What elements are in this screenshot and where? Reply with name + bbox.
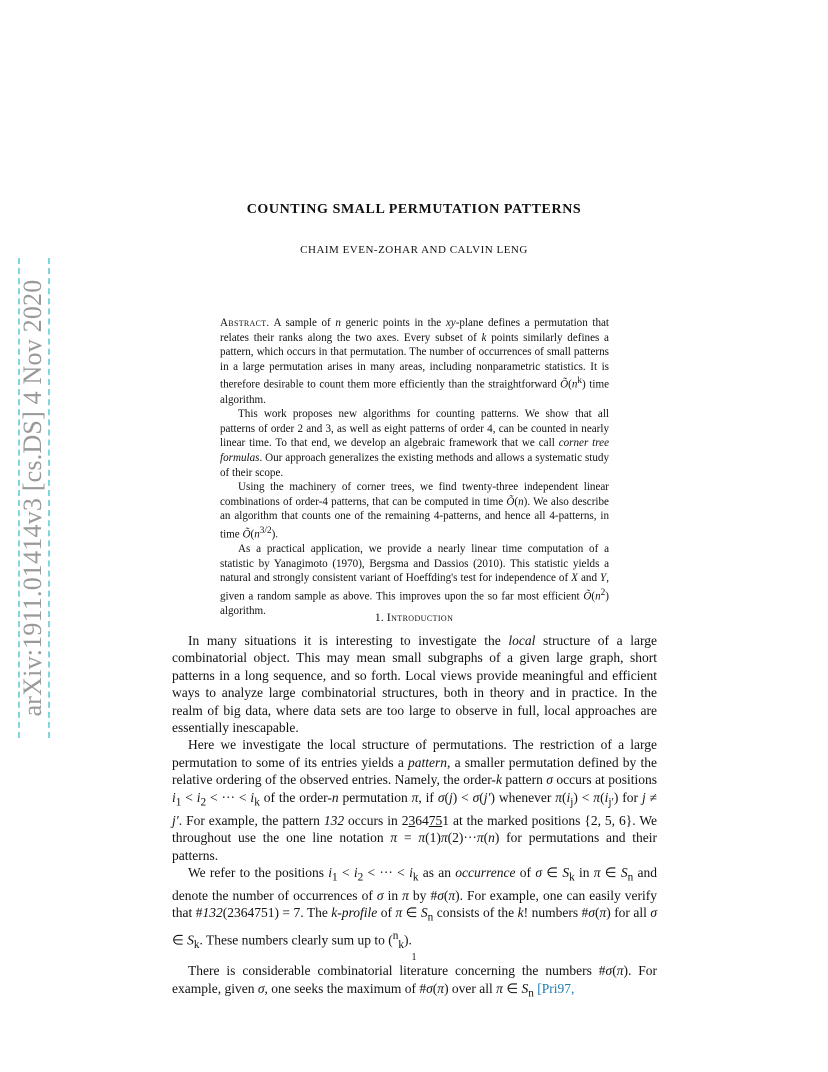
body-text bbox=[172, 632, 657, 1003]
paper-authors: CHAIM EVEN-ZOHAR AND CALVIN LENG bbox=[300, 244, 528, 256]
arxiv-stamp-text: arXiv:1911.01414v3 [cs.DS] 4 Nov 2020 bbox=[18, 279, 47, 717]
section-number: 1. bbox=[374, 610, 384, 624]
abstract-paragraph-2: This work proposes new algorithms for counting patterns. We show that all patterns of order 2 and 3, as well as eight patterns of order 4, can be counted in nearly linear time. To that end, we develop an algebraic framework that we call corner tree formulas. Our approach generalizes the existing methods and allows a systematic study of their scope. bbox=[220, 408, 610, 479]
abstract bbox=[220, 316, 609, 619]
section-heading bbox=[0, 610, 828, 625]
citation-link[interactable]: [Pri97, bbox=[537, 980, 575, 996]
section-title: Introduction bbox=[386, 610, 454, 624]
body-paragraph-3: We refer to the positions $i_1 < i_2$ < ··· < $i_k$ as an occurrence of σ ∈ $S_k$ in π ∈ $S_n$ and denote the number of occurrences of σ in π by #σ(π). For example, one can easily verify that #132(2364751) = 7. The k-profile of π ∈ $S_n$ consists of the k! numbers #σ(π) for all σ ∈ $S_k$. These numbers clearly sum up to ($^n_k$). bbox=[172, 864, 658, 951]
abstract-paragraph-1: Abstract. A sample of n generic points in the xy-plane defines a permutation that relates their ranks along the two axes. Every subset of k points similarly defines a pattern, which occurs in that permutation. The number of occurrences of small patterns in a large permutation arises in many areas, including nonparametric statistics. It is therefore desirable to count them more efficiently than the straightforward $Õ(n^k)$ time algorithm. bbox=[220, 317, 609, 406]
body-paragraph-2: Here we investigate the local structure of permutations. The restriction of a large permutation to some of its entries yields a pattern, a smaller permutation defined by the relative ordering of the observed entries. Namely, the order-k pattern σ occurs at positions $i_1 < i_2$ < ··· < $i_k$ of the order-n permutation π, if σ(j) < σ(j′) whenever $\pi(i_j) < \pi(i_{j'})$ for j ≠ j′. For example, the pattern 132 occurs in 2364751 at the marked positions {2, 5, 6}. We throughout use the one line notation π = π(1)π(2)···π(n) for permutations and their patterns. bbox=[172, 737, 658, 863]
abstract-heading: Abstract. bbox=[220, 317, 270, 329]
paper-title: COUNTING SMALL PERMUTATION PATTERNS bbox=[246, 202, 582, 217]
page-number: 1 bbox=[411, 952, 417, 963]
arxiv-stamp bbox=[14, 258, 52, 738]
body-paragraph-4: There is considerable combinatorial literature concerning the numbers #σ(π). For example, given σ, one seeks the maximum of #σ(π) over all π ∈ $S_n$ [Pri97, bbox=[172, 963, 658, 1000]
abstract-paragraph-4: As a practical application, we provide a nearly linear time computation of a statistic by Yanagimoto (1970), Bergsma and Dassios (2010). This statistic yields a natural and strongly consistent variant of Hoeffding's test for independence of X and Y, given a random sample as above. This improves upon the so far most efficient $Õ(n^2)$ algorithm. bbox=[220, 543, 609, 618]
body-paragraph-1: In many situations it is interesting to investigate the local structure of a large combinatorial object. This may mean small subgraphs of a given large graph, short patterns in a long sequence, and so forth. Local views provide meaningful and efficient ways to analyze large combinatorial structures, both in theory and in practice. In the realm of big data, where data sets are too large to observe in full, local approaches are essentially inescapable. bbox=[172, 633, 657, 736]
abstract-paragraph-3: Using the machinery of corner trees, we find twenty-three independent linear combinations of order-4 patterns, that can be computed in time Õ(n). We also describe an algorithm that counts one of the remaining 4-patterns, and hence all 4-patterns, in time $Õ(n^{3/2})$. bbox=[220, 481, 609, 541]
